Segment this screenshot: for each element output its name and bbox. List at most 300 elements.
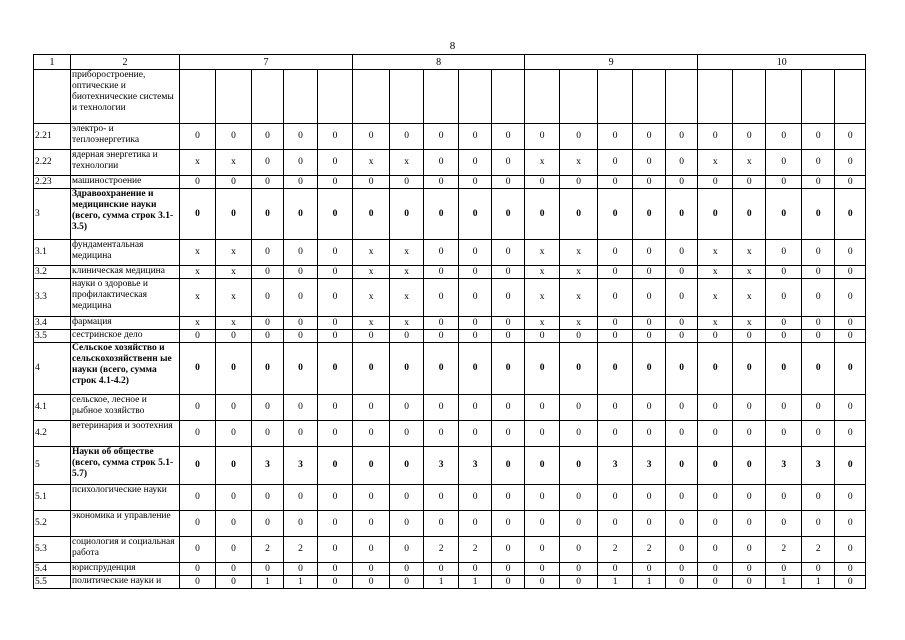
value-cell: 0 <box>284 266 318 279</box>
value-cell: x <box>216 279 252 317</box>
value-cell: x <box>560 266 598 279</box>
row-name: Науки об обществе (всего, сумма строк 5.1-5.7) <box>71 447 180 485</box>
row-name: сельское, лесное и рыбное хозяйство <box>71 395 180 421</box>
value-cell: 0 <box>560 124 598 150</box>
value-cell: 0 <box>666 279 698 317</box>
value-cell: 0 <box>492 537 525 563</box>
value-cell: 3 <box>459 447 492 485</box>
value-cell: 0 <box>318 511 353 537</box>
value-cell: 0 <box>802 511 835 537</box>
value-cell: 0 <box>284 395 318 421</box>
value-cell: 0 <box>766 317 802 330</box>
value-cell: 0 <box>802 317 835 330</box>
value-cell: 0 <box>666 124 698 150</box>
value-cell: 1 <box>284 576 318 589</box>
value-cell: 0 <box>252 150 284 176</box>
value-cell: 0 <box>835 421 866 447</box>
value-cell: 0 <box>835 124 866 150</box>
value-cell <box>802 70 835 124</box>
row-name: ядерная энергетика и технологии <box>71 150 180 176</box>
value-cell: 0 <box>560 330 598 343</box>
value-cell: 0 <box>390 395 424 421</box>
value-cell: x <box>180 317 216 330</box>
value-cell: 0 <box>252 266 284 279</box>
value-cell: 3 <box>284 447 318 485</box>
value-cell: 0 <box>733 563 766 576</box>
value-cell: 0 <box>252 421 284 447</box>
value-cell: 0 <box>353 176 390 189</box>
table-row <box>34 485 866 511</box>
value-cell: 0 <box>802 343 835 395</box>
table-row <box>34 266 866 279</box>
value-cell: 0 <box>698 421 733 447</box>
value-cell: 0 <box>698 485 733 511</box>
value-cell: 0 <box>666 266 698 279</box>
value-cell: 0 <box>353 189 390 240</box>
value-cell: 0 <box>284 511 318 537</box>
value-cell: 0 <box>424 176 459 189</box>
value-cell: 0 <box>766 189 802 240</box>
value-cell: 0 <box>525 343 560 395</box>
value-cell: x <box>525 240 560 266</box>
row-code: 3 <box>34 189 71 240</box>
value-cell: 0 <box>284 421 318 447</box>
value-cell: 0 <box>216 176 252 189</box>
value-cell: 0 <box>390 421 424 447</box>
value-cell: 0 <box>835 317 866 330</box>
value-cell: 0 <box>180 189 216 240</box>
value-cell: 0 <box>633 240 666 266</box>
value-cell: 0 <box>318 189 353 240</box>
value-cell: 0 <box>633 266 666 279</box>
value-cell: 0 <box>766 395 802 421</box>
value-cell: 0 <box>733 395 766 421</box>
value-cell: 1 <box>598 576 633 589</box>
table-row <box>34 176 866 189</box>
value-cell: 0 <box>492 421 525 447</box>
value-cell: 0 <box>835 447 866 485</box>
value-cell: 0 <box>525 511 560 537</box>
value-cell: 0 <box>766 421 802 447</box>
value-cell: 0 <box>353 124 390 150</box>
value-cell: 0 <box>633 176 666 189</box>
value-cell: 0 <box>666 395 698 421</box>
value-cell: 0 <box>390 343 424 395</box>
value-cell: 0 <box>284 176 318 189</box>
value-cell: 0 <box>216 189 252 240</box>
row-code: 4.1 <box>34 395 71 421</box>
value-cell: 1 <box>424 576 459 589</box>
value-cell: 0 <box>525 563 560 576</box>
value-cell: 0 <box>802 330 835 343</box>
value-cell: 0 <box>180 124 216 150</box>
value-cell: 0 <box>835 395 866 421</box>
value-cell: 0 <box>766 266 802 279</box>
value-cell <box>733 70 766 124</box>
value-cell: 0 <box>353 395 390 421</box>
value-cell: 0 <box>424 150 459 176</box>
value-cell: 0 <box>666 189 698 240</box>
value-cell: 0 <box>318 330 353 343</box>
value-cell: 0 <box>802 279 835 317</box>
value-cell: x <box>353 266 390 279</box>
table-row <box>34 150 866 176</box>
value-cell: 0 <box>835 150 866 176</box>
value-cell: 0 <box>318 343 353 395</box>
value-cell: 0 <box>492 176 525 189</box>
value-cell: 2 <box>766 537 802 563</box>
value-cell: 0 <box>525 330 560 343</box>
row-code: 2.22 <box>34 150 71 176</box>
page-number: 8 <box>449 40 456 52</box>
value-cell: x <box>353 317 390 330</box>
table-row <box>34 563 866 576</box>
value-cell: 0 <box>633 330 666 343</box>
value-cell: 0 <box>459 266 492 279</box>
value-cell: 0 <box>318 279 353 317</box>
value-cell: 0 <box>492 511 525 537</box>
value-cell: x <box>390 317 424 330</box>
row-code: 2.21 <box>34 124 71 150</box>
value-cell: 0 <box>459 279 492 317</box>
value-cell: 0 <box>766 563 802 576</box>
value-cell: x <box>733 279 766 317</box>
row-code: 5.4 <box>34 563 71 576</box>
value-cell: 0 <box>459 240 492 266</box>
value-cell: 0 <box>598 511 633 537</box>
value-cell: x <box>525 279 560 317</box>
value-cell <box>666 70 698 124</box>
value-cell: 0 <box>216 576 252 589</box>
value-cell: 0 <box>802 150 835 176</box>
value-cell: 0 <box>492 150 525 176</box>
value-cell: 0 <box>353 511 390 537</box>
value-cell: 0 <box>698 343 733 395</box>
value-cell: x <box>560 150 598 176</box>
value-cell: 0 <box>698 395 733 421</box>
row-code: 5.2 <box>34 511 71 537</box>
value-cell: 0 <box>424 240 459 266</box>
value-cell: 0 <box>180 343 216 395</box>
value-cell: 0 <box>216 447 252 485</box>
value-cell: 0 <box>216 330 252 343</box>
value-cell: 0 <box>180 395 216 421</box>
value-cell: 0 <box>424 266 459 279</box>
value-cell: x <box>560 317 598 330</box>
value-cell: 0 <box>633 124 666 150</box>
header-col-7: 7 <box>180 55 353 70</box>
value-cell: 0 <box>492 343 525 395</box>
value-cell: 0 <box>835 240 866 266</box>
value-cell: 0 <box>353 485 390 511</box>
value-cell: 0 <box>525 124 560 150</box>
value-cell: x <box>216 150 252 176</box>
value-cell: 3 <box>598 447 633 485</box>
header-col-2: 2 <box>71 55 180 70</box>
row-code: 3.1 <box>34 240 71 266</box>
value-cell: 0 <box>666 576 698 589</box>
value-cell: 0 <box>492 240 525 266</box>
value-cell: 0 <box>424 343 459 395</box>
value-cell: 0 <box>180 447 216 485</box>
row-name: фундаментальная медицина <box>71 240 180 266</box>
value-cell: 0 <box>698 189 733 240</box>
value-cell: 0 <box>492 317 525 330</box>
value-cell: 0 <box>390 537 424 563</box>
value-cell: 0 <box>733 330 766 343</box>
value-cell: 0 <box>459 485 492 511</box>
value-cell <box>492 70 525 124</box>
table-row <box>34 343 866 395</box>
value-cell: 0 <box>284 189 318 240</box>
value-cell: 0 <box>424 189 459 240</box>
value-cell: 0 <box>633 317 666 330</box>
value-cell: 0 <box>180 537 216 563</box>
value-cell: 0 <box>560 537 598 563</box>
value-cell: 0 <box>459 343 492 395</box>
value-cell: 0 <box>802 124 835 150</box>
value-cell: 0 <box>216 537 252 563</box>
value-cell: 0 <box>459 395 492 421</box>
value-cell: 0 <box>492 576 525 589</box>
table-row <box>34 317 866 330</box>
value-cell: 0 <box>318 395 353 421</box>
value-cell: 0 <box>459 563 492 576</box>
value-cell: 0 <box>766 279 802 317</box>
value-cell: 0 <box>666 421 698 447</box>
value-cell: 0 <box>252 511 284 537</box>
table-row <box>34 511 866 537</box>
value-cell: 0 <box>180 176 216 189</box>
value-cell: 2 <box>802 537 835 563</box>
value-cell: 0 <box>560 485 598 511</box>
value-cell: 1 <box>459 576 492 589</box>
value-cell: 0 <box>492 279 525 317</box>
value-cell: 0 <box>353 576 390 589</box>
table-row <box>34 124 866 150</box>
row-name: Сельское хозяйство и сельскохозяйственн ые науки (всего, сумма строк 4.1-4.2) <box>71 343 180 395</box>
value-cell: 0 <box>666 330 698 343</box>
value-cell: 0 <box>424 421 459 447</box>
value-cell: 0 <box>835 266 866 279</box>
value-cell: 0 <box>733 485 766 511</box>
row-code: 2.23 <box>34 176 71 189</box>
value-cell: 0 <box>666 447 698 485</box>
value-cell: 0 <box>390 189 424 240</box>
value-cell: 0 <box>216 421 252 447</box>
value-cell: 0 <box>252 317 284 330</box>
value-cell: 0 <box>560 563 598 576</box>
value-cell: x <box>353 279 390 317</box>
value-cell: 2 <box>424 537 459 563</box>
value-cell: 0 <box>560 447 598 485</box>
value-cell: 0 <box>390 447 424 485</box>
value-cell: 0 <box>390 485 424 511</box>
value-cell: 0 <box>459 176 492 189</box>
value-cell: 2 <box>459 537 492 563</box>
value-cell: 0 <box>180 330 216 343</box>
value-cell: x <box>353 150 390 176</box>
row-code: 3.2 <box>34 266 71 279</box>
value-cell: 0 <box>180 563 216 576</box>
value-cell: 0 <box>525 485 560 511</box>
value-cell: 2 <box>633 537 666 563</box>
value-cell: 0 <box>390 124 424 150</box>
value-cell: 0 <box>459 124 492 150</box>
value-cell: 0 <box>353 563 390 576</box>
value-cell: 0 <box>766 343 802 395</box>
value-cell: 0 <box>835 563 866 576</box>
value-cell: 0 <box>318 124 353 150</box>
value-cell: 0 <box>802 240 835 266</box>
value-cell: 0 <box>835 189 866 240</box>
value-cell: 0 <box>284 150 318 176</box>
value-cell: 0 <box>459 330 492 343</box>
value-cell: 0 <box>318 266 353 279</box>
value-cell: 0 <box>802 395 835 421</box>
value-cell: x <box>698 150 733 176</box>
value-cell: 0 <box>598 395 633 421</box>
row-code: 3.5 <box>34 330 71 343</box>
value-cell: 0 <box>252 279 284 317</box>
value-cell: 0 <box>633 511 666 537</box>
value-cell: 0 <box>633 421 666 447</box>
value-cell: 0 <box>733 511 766 537</box>
row-name: политические науки и <box>71 576 180 589</box>
row-name: социология и социальная работа <box>71 537 180 563</box>
value-cell: 0 <box>424 317 459 330</box>
value-cell: 2 <box>284 537 318 563</box>
value-cell: 0 <box>459 189 492 240</box>
value-cell: 0 <box>733 124 766 150</box>
value-cell: 0 <box>284 240 318 266</box>
value-cell: 1 <box>766 576 802 589</box>
value-cell: 0 <box>318 421 353 447</box>
value-cell: x <box>180 240 216 266</box>
value-cell: 0 <box>252 189 284 240</box>
value-cell: 0 <box>492 447 525 485</box>
value-cell: x <box>390 150 424 176</box>
value-cell: 0 <box>252 240 284 266</box>
row-name: фармация <box>71 317 180 330</box>
value-cell: 0 <box>698 447 733 485</box>
value-cell: 0 <box>492 189 525 240</box>
value-cell: 0 <box>598 150 633 176</box>
value-cell: x <box>180 266 216 279</box>
value-cell: 0 <box>252 176 284 189</box>
value-cell: 0 <box>835 330 866 343</box>
value-cell: x <box>525 317 560 330</box>
row-name: электро- и теплоэнергетика <box>71 124 180 150</box>
value-cell: 0 <box>598 485 633 511</box>
value-cell: 0 <box>698 124 733 150</box>
value-cell: 0 <box>560 395 598 421</box>
value-cell: 0 <box>525 421 560 447</box>
value-cell: 0 <box>216 395 252 421</box>
row-name: сестринское дело <box>71 330 180 343</box>
value-cell: 0 <box>252 330 284 343</box>
value-cell: 0 <box>525 176 560 189</box>
value-cell: 0 <box>353 447 390 485</box>
row-code <box>34 70 71 124</box>
value-cell: 0 <box>424 485 459 511</box>
value-cell: 0 <box>492 124 525 150</box>
value-cell <box>353 70 390 124</box>
value-cell: 0 <box>802 485 835 511</box>
value-cell: 0 <box>666 563 698 576</box>
value-cell: 0 <box>390 576 424 589</box>
value-cell: 0 <box>525 395 560 421</box>
value-cell: 0 <box>284 343 318 395</box>
header-col-1: 1 <box>34 55 71 70</box>
table-row <box>34 70 866 124</box>
value-cell: 0 <box>318 317 353 330</box>
value-cell: 0 <box>216 485 252 511</box>
value-cell: x <box>216 266 252 279</box>
row-name: психологические науки <box>71 485 180 511</box>
value-cell: 0 <box>525 576 560 589</box>
value-cell <box>459 70 492 124</box>
value-cell: 0 <box>598 330 633 343</box>
value-cell: 0 <box>492 485 525 511</box>
value-cell: 0 <box>424 330 459 343</box>
value-cell: 0 <box>390 511 424 537</box>
value-cell: 0 <box>698 176 733 189</box>
value-cell: 0 <box>835 176 866 189</box>
value-cell: 0 <box>733 576 766 589</box>
value-cell: 3 <box>424 447 459 485</box>
value-cell: 0 <box>835 279 866 317</box>
value-cell <box>525 70 560 124</box>
value-cell: 0 <box>560 576 598 589</box>
value-cell: 0 <box>633 343 666 395</box>
value-cell: 0 <box>492 563 525 576</box>
value-cell: 0 <box>492 330 525 343</box>
value-cell: 0 <box>598 240 633 266</box>
value-cell: 0 <box>525 537 560 563</box>
row-code: 5 <box>34 447 71 485</box>
value-cell: 0 <box>666 511 698 537</box>
value-cell: 0 <box>802 421 835 447</box>
value-cell: 3 <box>252 447 284 485</box>
value-cell: x <box>390 266 424 279</box>
value-cell: 0 <box>598 563 633 576</box>
value-cell: 0 <box>766 240 802 266</box>
table-row <box>34 537 866 563</box>
value-cell <box>252 70 284 124</box>
value-cell: 0 <box>284 317 318 330</box>
value-cell <box>560 70 598 124</box>
value-cell <box>835 70 866 124</box>
table-row <box>34 576 866 589</box>
value-cell: 0 <box>666 317 698 330</box>
value-cell <box>284 70 318 124</box>
value-cell: 0 <box>598 317 633 330</box>
value-cell: 0 <box>353 537 390 563</box>
value-cell: x <box>525 150 560 176</box>
value-cell: 0 <box>492 395 525 421</box>
value-cell: 0 <box>733 447 766 485</box>
row-name: машиностроение <box>71 176 180 189</box>
value-cell: 0 <box>318 576 353 589</box>
value-cell: x <box>560 240 598 266</box>
value-cell: 0 <box>633 150 666 176</box>
value-cell: 0 <box>459 317 492 330</box>
value-cell <box>216 70 252 124</box>
value-cell: 0 <box>284 485 318 511</box>
value-cell: x <box>733 317 766 330</box>
value-cell: 0 <box>698 330 733 343</box>
